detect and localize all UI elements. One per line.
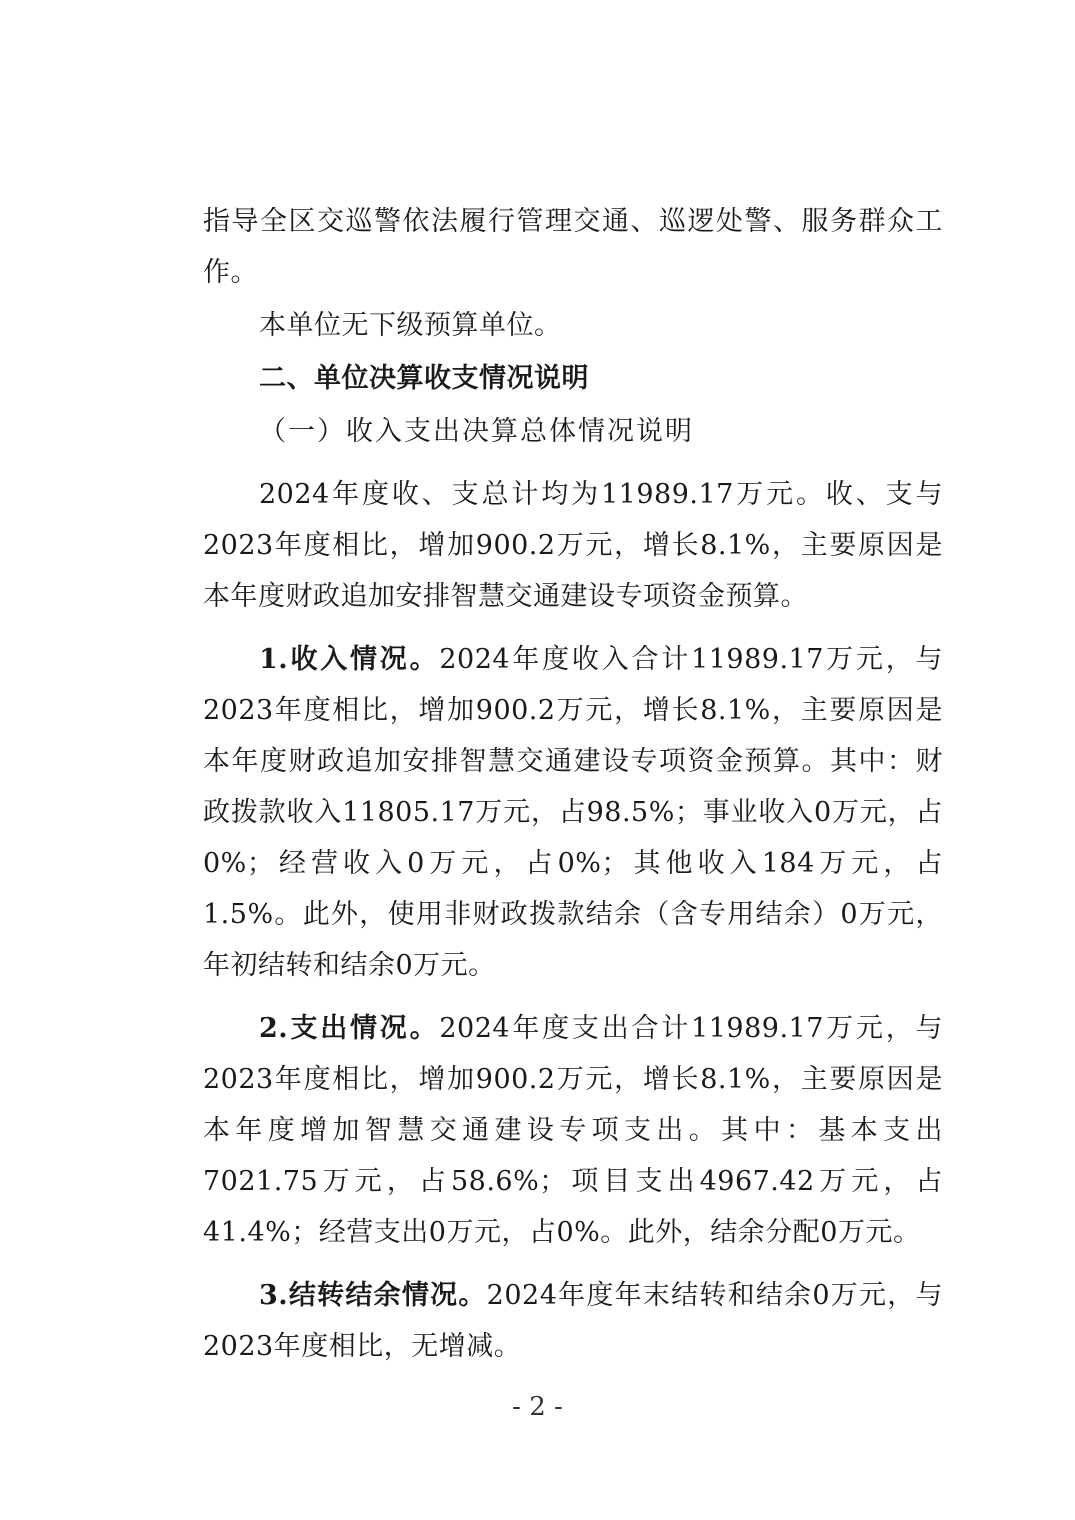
expenditure-body: 2024年度支出合计11989.17万元，与2023年度相比，增加900.2万元，增长8.1%，主要原因是本年度增加智慧交通建设专项支出。其中：基本支出7021.75万元，占58.6%；项目支出4967.42万元，占41.4%；经营支出0万元，占0%。此外，结余分配0万元。 (203, 1013, 944, 1248)
subsection-heading: （一）收入支出决算总体情况说明 (259, 416, 694, 447)
income-paragraph (203, 634, 943, 991)
carryover-paragraph (203, 1270, 943, 1372)
income-lead: 1.收入情况。 (259, 644, 440, 675)
intro-paragraph: 指导全区交巡警依法履行管理交通、巡逻处警、服务群众工作。 (203, 206, 943, 288)
carryover-lead: 3.结转结余情况。 (259, 1280, 487, 1311)
page-number: - 2 - (512, 1392, 563, 1422)
expenditure-lead: 2.支出情况。 (259, 1013, 440, 1044)
section-heading: 二、单位决算收支情况说明 (259, 363, 589, 394)
income-body: 2024年度收入合计11989.17万元，与2023年度相比，增加900.2万元，增长8.1%，主要原因是本年度财政追加安排智慧交通建设专项资金预算。其中：财政拨款收入11805.17万元，占98.5%；事业收入0万元，占0%；经营收入0万元，占0%；其他收入184万元，占1.5%。此外，使用非财政拨款结余（含专用结余）0万元，年初结转和结余0万元。 (203, 644, 944, 981)
no-subordinate-paragraph: 本单位无下级预算单位。 (259, 310, 562, 341)
document-body (203, 196, 943, 1372)
overview-paragraph: 2024年度收、支总计均为11989.17万元。收、支与2023年度相比，增加900.2万元，增长8.1%，主要原因是本年度财政追加安排智慧交通建设专项资金预算。 (203, 479, 943, 612)
expenditure-paragraph (203, 1003, 943, 1258)
carryover-body: 2024年度年末结转和结余0万元，与2023年度相比，无增减。 (203, 1280, 944, 1362)
